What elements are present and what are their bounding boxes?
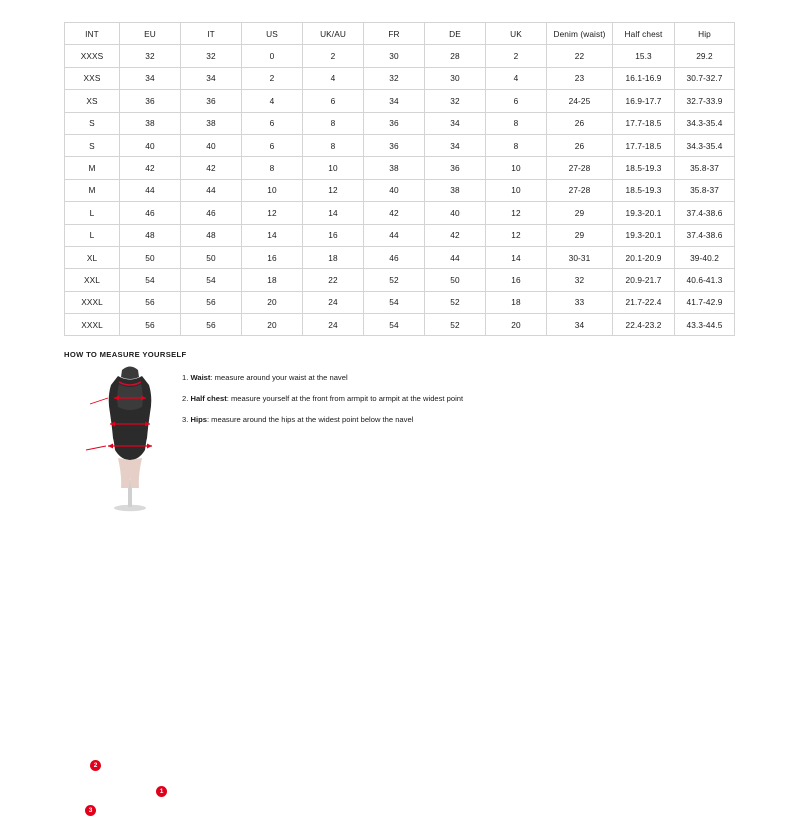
table-row [65,269,735,291]
cell-uk-au: 8 [303,112,364,134]
cell-int: XS [65,90,120,112]
hips-arrow-right [147,444,152,449]
cell-de: 34 [425,112,486,134]
table-row [65,224,735,246]
cell-eu: 40 [120,134,181,156]
cell-int: L [65,224,120,246]
cell-int: XXXL [65,291,120,313]
cell-half-chest: 18.5-19.3 [613,179,675,201]
table-row [65,291,735,313]
mannequin-illustration [78,362,183,814]
table-row [65,179,735,201]
step-text: : measure around your waist at the navel [210,373,348,382]
cell-denim-waist: 30-31 [547,246,613,268]
leader-line-half-chest [90,398,108,404]
cell-eu: 42 [120,157,181,179]
cell-denim-waist: 32 [547,269,613,291]
cell-de: 28 [425,45,486,67]
cell-half-chest: 17.7-18.5 [613,112,675,134]
cell-de: 34 [425,134,486,156]
table-row [65,67,735,89]
cell-hip: 30.7-32.7 [675,67,735,89]
cell-it: 48 [181,224,242,246]
column-header-half-chest: Half chest [613,23,675,45]
cell-fr: 54 [364,314,425,336]
cell-half-chest: 16.9-17.7 [613,90,675,112]
cell-uk-au: 22 [303,269,364,291]
cell-us: 4 [242,90,303,112]
cell-denim-waist: 24-25 [547,90,613,112]
cell-eu: 34 [120,67,181,89]
cell-denim-waist: 22 [547,45,613,67]
cell-it: 42 [181,157,242,179]
table-row [65,90,735,112]
cell-hip: 37.4-38.6 [675,202,735,224]
cell-de: 52 [425,314,486,336]
cell-uk-au: 18 [303,246,364,268]
leg-left [118,458,130,488]
cell-eu: 36 [120,90,181,112]
step-text: : measure yourself at the front from armpit to armpit at the widest point [226,394,464,403]
torso-shape [109,376,152,446]
cell-int: M [65,157,120,179]
step-number: 1. [182,373,189,382]
cell-de: 30 [425,67,486,89]
cell-eu: 48 [120,224,181,246]
cell-us: 2 [242,67,303,89]
cell-denim-waist: 29 [547,224,613,246]
cell-uk: 10 [486,179,547,201]
column-header-int: INT [65,23,120,45]
measure-step-waist [182,367,582,388]
cell-uk-au: 6 [303,90,364,112]
cell-de: 44 [425,246,486,268]
cell-fr: 36 [364,134,425,156]
hip-garment [113,436,147,460]
cell-hip: 34.3-35.4 [675,112,735,134]
hips-arrow-left [108,444,113,449]
how-to-measure-title: HOW TO MEASURE YOURSELF [64,350,187,359]
cell-uk: 12 [486,202,547,224]
cell-de: 38 [425,179,486,201]
cell-int: S [65,112,120,134]
cell-it: 56 [181,291,242,313]
cell-uk-au: 14 [303,202,364,224]
step-term: Hips [190,415,207,424]
table-row [65,45,735,67]
cell-denim-waist: 27-28 [547,179,613,201]
cell-it: 36 [181,90,242,112]
column-header-uk: UK [486,23,547,45]
cell-half-chest: 16.1-16.9 [613,67,675,89]
cell-hip: 40.6-41.3 [675,269,735,291]
cell-fr: 34 [364,90,425,112]
cell-uk: 18 [486,291,547,313]
cell-eu: 56 [120,314,181,336]
cell-half-chest: 19.3-20.1 [613,224,675,246]
cell-fr: 44 [364,224,425,246]
cell-fr: 46 [364,246,425,268]
cell-uk-au: 8 [303,134,364,156]
cell-hip: 43.3-44.5 [675,314,735,336]
cell-half-chest: 15.3 [613,45,675,67]
cell-uk: 14 [486,246,547,268]
cell-de: 40 [425,202,486,224]
column-header-it: IT [181,23,242,45]
column-header-denim-waist: Denim (waist) [547,23,613,45]
cell-eu: 44 [120,179,181,201]
cell-uk-au: 12 [303,179,364,201]
cell-eu: 46 [120,202,181,224]
step-term: Half chest [190,394,227,403]
cell-de: 32 [425,90,486,112]
cell-hip: 35.8-37 [675,179,735,201]
cell-half-chest: 19.3-20.1 [613,202,675,224]
cell-us: 20 [242,291,303,313]
leader-line-hips [86,446,106,450]
cell-eu: 32 [120,45,181,67]
cell-denim-waist: 33 [547,291,613,313]
cell-uk: 2 [486,45,547,67]
cell-us: 12 [242,202,303,224]
cell-denim-waist: 34 [547,314,613,336]
cell-hip: 41.7-42.9 [675,291,735,313]
table-row [65,112,735,134]
cell-int: XL [65,246,120,268]
cell-uk: 10 [486,157,547,179]
cell-half-chest: 20.1-20.9 [613,246,675,268]
cell-hip: 35.8-37 [675,157,735,179]
cell-eu: 50 [120,246,181,268]
badge-hips: 3 [85,805,96,816]
cell-fr: 40 [364,179,425,201]
column-header-eu: EU [120,23,181,45]
cell-hip: 29.2 [675,45,735,67]
step-number: 2. [182,394,189,403]
cell-uk-au: 2 [303,45,364,67]
cell-fr: 38 [364,157,425,179]
how-to-measure-steps [182,367,582,430]
cell-hip: 39-40.2 [675,246,735,268]
cell-de: 50 [425,269,486,291]
table-body [65,45,735,336]
step-text: : measure around the hips at the widest point below the navel [206,415,414,424]
cell-de: 42 [425,224,486,246]
cell-it: 44 [181,179,242,201]
bodice-panel [117,384,143,410]
cell-denim-waist: 29 [547,202,613,224]
size-chart-container [64,22,734,336]
step-term: Waist [190,373,211,382]
cell-int: XXL [65,269,120,291]
table-header [65,23,735,45]
table-row [65,202,735,224]
cell-hip: 37.4-38.6 [675,224,735,246]
cell-half-chest: 17.7-18.5 [613,134,675,156]
step-number: 3. [182,415,189,424]
table-row [65,314,735,336]
cell-us: 6 [242,134,303,156]
cell-us: 18 [242,269,303,291]
cell-fr: 32 [364,67,425,89]
cell-uk: 20 [486,314,547,336]
badge-half-chest: 2 [90,760,101,771]
cell-fr: 52 [364,269,425,291]
cell-int: XXS [65,67,120,89]
mannequin-svg [78,362,183,512]
cell-it: 34 [181,67,242,89]
column-header-us: US [242,23,303,45]
cell-uk: 6 [486,90,547,112]
table-header-row [65,23,735,45]
cell-it: 56 [181,314,242,336]
cell-half-chest: 20.9-21.7 [613,269,675,291]
cell-us: 14 [242,224,303,246]
cell-fr: 42 [364,202,425,224]
cell-uk-au: 4 [303,67,364,89]
column-header-fr: FR [364,23,425,45]
cell-eu: 38 [120,112,181,134]
measure-step-half-chest [182,388,582,409]
cell-uk: 8 [486,134,547,156]
column-header-de: DE [425,23,486,45]
cell-uk-au: 16 [303,224,364,246]
cell-half-chest: 21.7-22.4 [613,291,675,313]
cell-hip: 32.7-33.9 [675,90,735,112]
cell-us: 16 [242,246,303,268]
cell-uk-au: 10 [303,157,364,179]
column-header-hip: Hip [675,23,735,45]
size-chart-table [64,22,735,336]
cell-eu: 56 [120,291,181,313]
cell-it: 50 [181,246,242,268]
cell-uk: 4 [486,67,547,89]
cell-uk-au: 24 [303,291,364,313]
cell-us: 8 [242,157,303,179]
column-header-uk-au: UK/AU [303,23,364,45]
cell-us: 6 [242,112,303,134]
badge-waist: 1 [156,786,167,797]
cell-eu: 54 [120,269,181,291]
cell-int: S [65,134,120,156]
cell-it: 54 [181,269,242,291]
cell-hip: 34.3-35.4 [675,134,735,156]
measure-step-hips [182,409,582,430]
cell-fr: 36 [364,112,425,134]
cell-it: 38 [181,112,242,134]
cell-it: 46 [181,202,242,224]
cell-denim-waist: 27-28 [547,157,613,179]
cell-int: XXXL [65,314,120,336]
cell-uk: 12 [486,224,547,246]
table-row [65,246,735,268]
cell-uk: 16 [486,269,547,291]
cell-us: 20 [242,314,303,336]
leg-right [130,458,142,488]
cell-denim-waist: 26 [547,134,613,156]
cell-us: 0 [242,45,303,67]
cell-de: 52 [425,291,486,313]
cell-de: 36 [425,157,486,179]
cell-uk: 8 [486,112,547,134]
cell-int: L [65,202,120,224]
cell-it: 32 [181,45,242,67]
cell-half-chest: 18.5-19.3 [613,157,675,179]
cell-fr: 30 [364,45,425,67]
cell-us: 10 [242,179,303,201]
cell-denim-waist: 23 [547,67,613,89]
cell-uk-au: 24 [303,314,364,336]
table-row [65,157,735,179]
cell-half-chest: 22.4-23.2 [613,314,675,336]
cell-fr: 54 [364,291,425,313]
table-row [65,134,735,156]
cell-int: M [65,179,120,201]
cell-denim-waist: 26 [547,112,613,134]
cell-int: XXXS [65,45,120,67]
neck-shape [121,367,139,380]
cell-it: 40 [181,134,242,156]
